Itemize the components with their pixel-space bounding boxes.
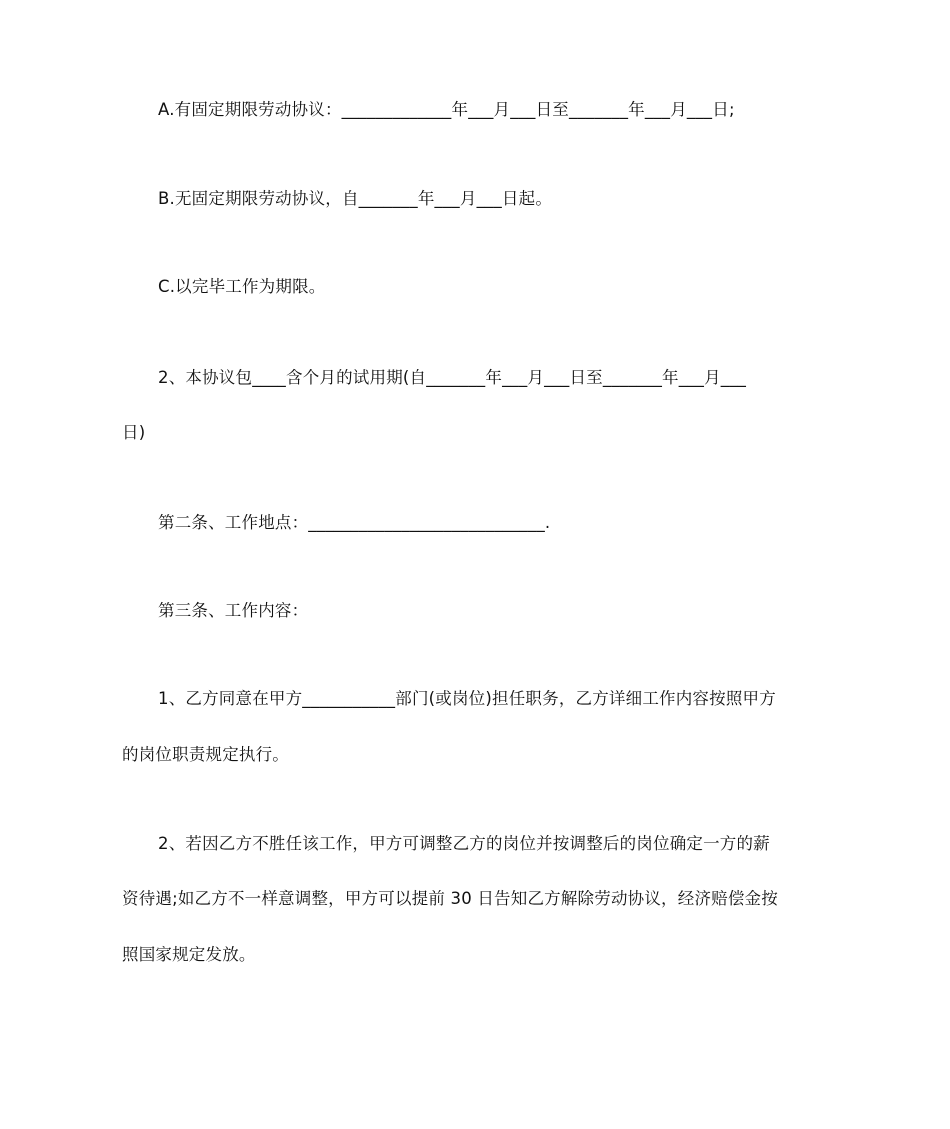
article-3-item-1-continued: 的岗位职责规定执行。 (122, 745, 289, 764)
article-3-item-1: 1、乙方同意在甲方___________部门(或岗位)担任职务，乙方详细工作内容按照甲方 (158, 689, 776, 708)
article-3-item-2-continued-2: 照国家规定发放。 (122, 945, 256, 964)
clause-task-term: C.以完毕工作为期限。 (158, 277, 326, 296)
article-2-work-location: 第二条、工作地点：____________________________. (158, 513, 551, 532)
clause-probation-continued: 日) (122, 423, 146, 442)
clause-probation: 2、本协议包____含个月的试用期(自_______年___月___日至_______年___月___ (158, 368, 747, 387)
article-3-heading: 第三条、工作内容： (158, 601, 309, 620)
article-3-item-2-continued-1: 资待遇;如乙方不一样意调整，甲方可以提前 30 日告知乙方解除劳动协议，经济赔偿金按 (122, 889, 778, 908)
clause-fixed-term: A.有固定期限劳动协议：_____________年___月___日至_______年___月___日; (158, 100, 735, 119)
clause-open-term: B.无固定期限劳动协议，自_______年___月___日起。 (158, 189, 553, 208)
article-3-item-2: 2、若因乙方不胜任该工作，甲方可调整乙方的岗位并按调整后的岗位确定一方的薪 (158, 834, 770, 853)
